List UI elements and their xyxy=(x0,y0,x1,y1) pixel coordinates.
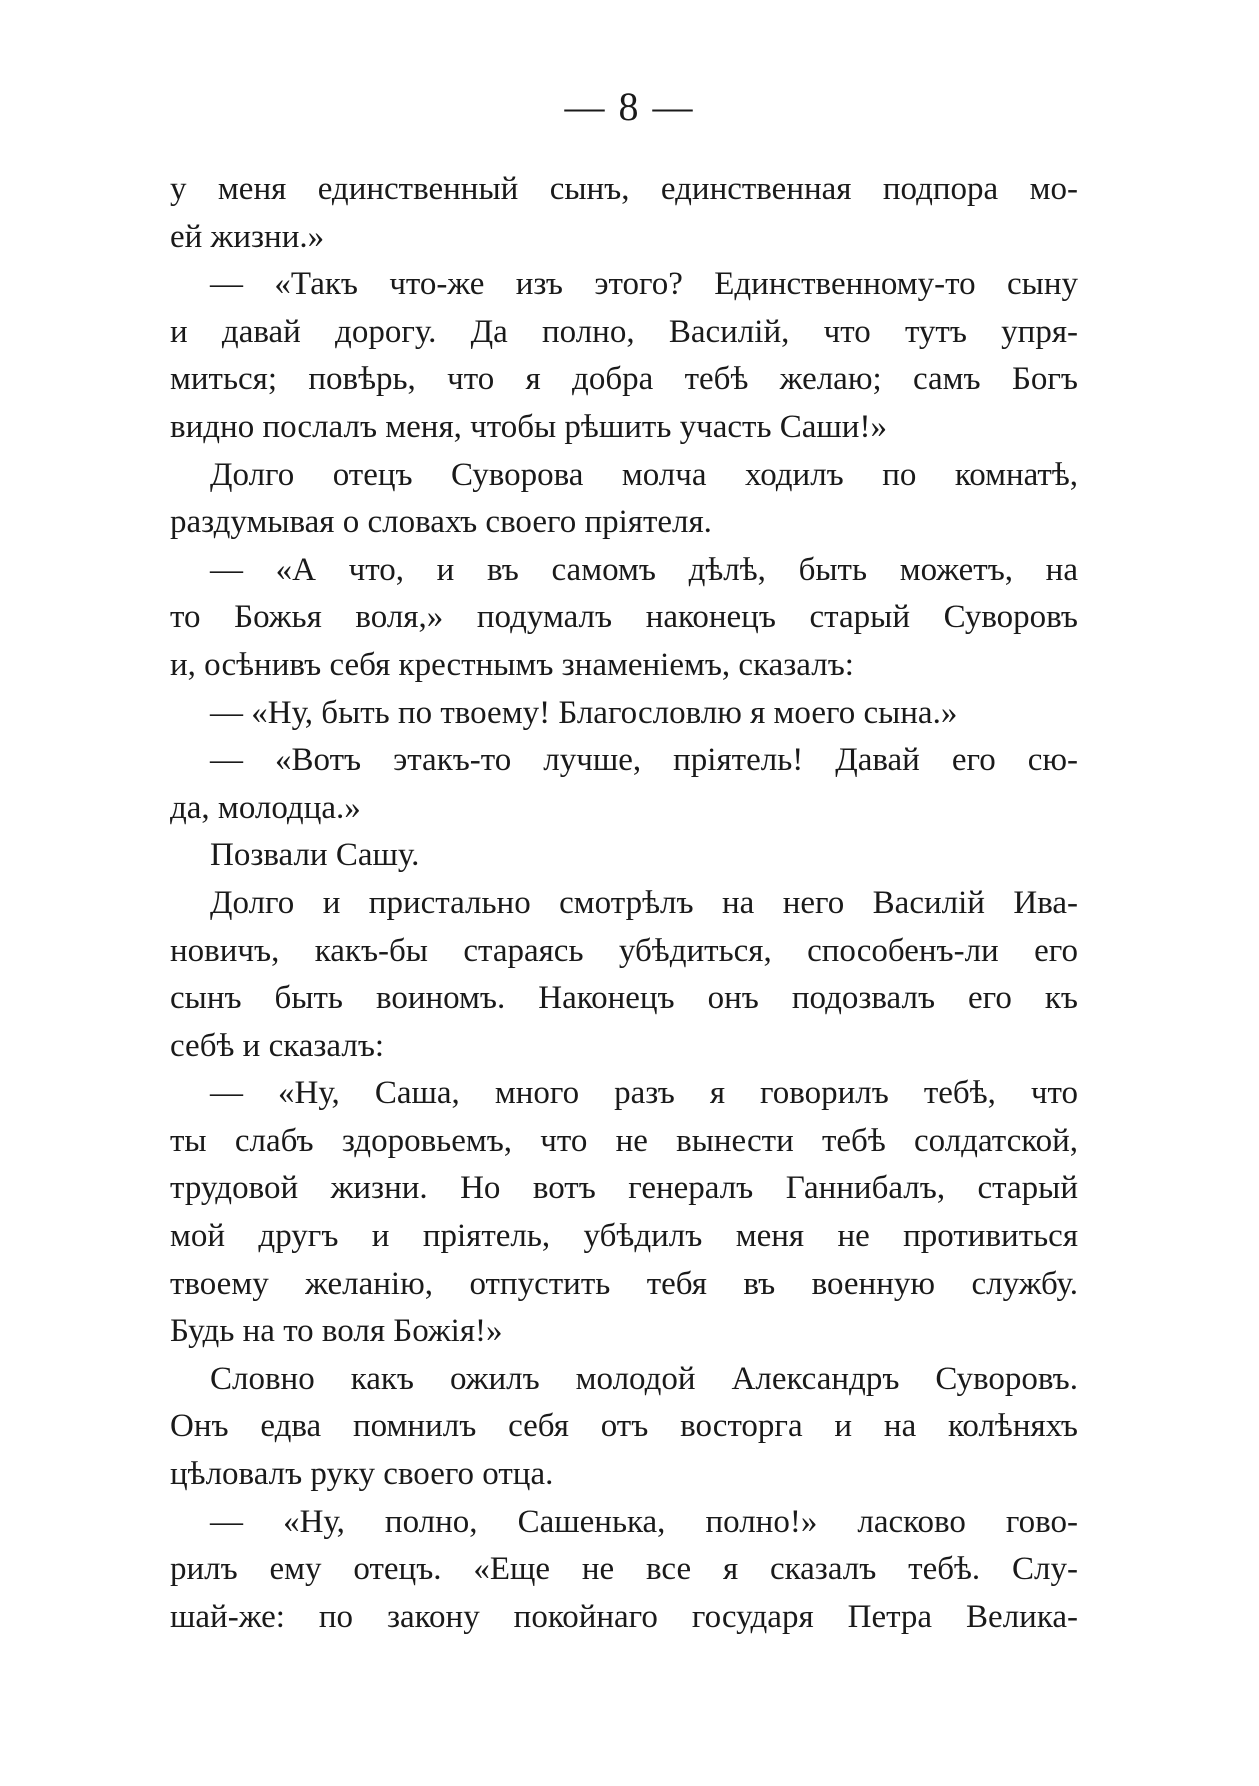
text-line: — «Ну, быть по твоему! Благословлю я моего сына.» xyxy=(210,694,958,731)
text-line: да, молодца.» xyxy=(170,789,361,826)
text-line: Долго и пристально смотрѣлъ на него Василій Ива- xyxy=(210,884,1078,921)
text-line: Онъ едва помнилъ себя отъ восторга и на колѣняхъ xyxy=(170,1408,1078,1445)
text-line: новичъ, какъ-бы стараясь убѣдиться, способенъ-ли его xyxy=(170,932,1078,969)
text-line: видно послалъ меня, чтобы рѣшить участь Саши!» xyxy=(170,408,887,445)
text-line: рилъ ему отецъ. «Еще не все я сказалъ тебѣ. Слу- xyxy=(170,1551,1078,1588)
text-line: сынъ быть воиномъ. Наконецъ онъ подозвалъ его къ xyxy=(170,980,1078,1017)
text-line: — «Такъ что-же изъ этого? Единственному-то сыну xyxy=(210,266,1078,303)
text-line: Словно какъ ожилъ молодой Александръ Суворовъ. xyxy=(210,1360,1078,1397)
text-line: — «Ну, Саша, много разъ я говорилъ тебѣ, что xyxy=(210,1075,1078,1112)
text-line: то Божья воля,» подумалъ наконецъ старый Суворовъ xyxy=(170,599,1078,636)
text-line: — «Вотъ этакъ-то лучше, пріятель! Давай его сю- xyxy=(210,742,1078,779)
page-number: — 8 — xyxy=(564,84,695,129)
text-line: твоему желанію, отпустить тебя въ военную службу. xyxy=(170,1265,1078,1302)
text-line: и давай дорогу. Да полно, Василій, что тутъ упря- xyxy=(170,313,1078,350)
text-line: трудовой жизни. Но вотъ генералъ Ганнибалъ, старый xyxy=(170,1170,1078,1207)
text-line: — «А что, и въ самомъ дѣлѣ, быть можетъ, на xyxy=(210,551,1078,588)
text-line: Будь на то воля Божія!» xyxy=(170,1313,503,1350)
text-line: Позвали Сашу. xyxy=(210,837,420,874)
text-line: раздумывая о словахъ своего пріятеля. xyxy=(170,504,712,541)
body-text xyxy=(170,166,1078,1641)
text-line: ты слабъ здоровьемъ, что не вынести тебѣ солдатской, xyxy=(170,1122,1078,1159)
text-line: цѣловалъ руку своего отца. xyxy=(170,1456,554,1493)
text-line: миться; повѣрь, что я добра тебѣ желаю; самъ Богъ xyxy=(170,361,1078,398)
text-line: себѣ и сказалъ: xyxy=(170,1027,385,1064)
text-line: мой другъ и пріятель, убѣдилъ меня не противиться xyxy=(170,1218,1078,1255)
text-line: ей жизни.» xyxy=(170,218,325,255)
text-line: — «Ну, полно, Сашенька, полно!» ласково гово- xyxy=(210,1503,1078,1540)
text-line: Долго отецъ Суворова молча ходилъ по комнатѣ, xyxy=(210,456,1078,493)
text-line: у меня единственный сынъ, единственная подпора мо- xyxy=(170,171,1078,207)
text-line: и, осѣнивъ себя крестнымъ знаменіемъ, сказалъ: xyxy=(170,646,854,683)
text-line: шай-же: по закону покойнаго государя Петра Велика- xyxy=(170,1598,1078,1635)
